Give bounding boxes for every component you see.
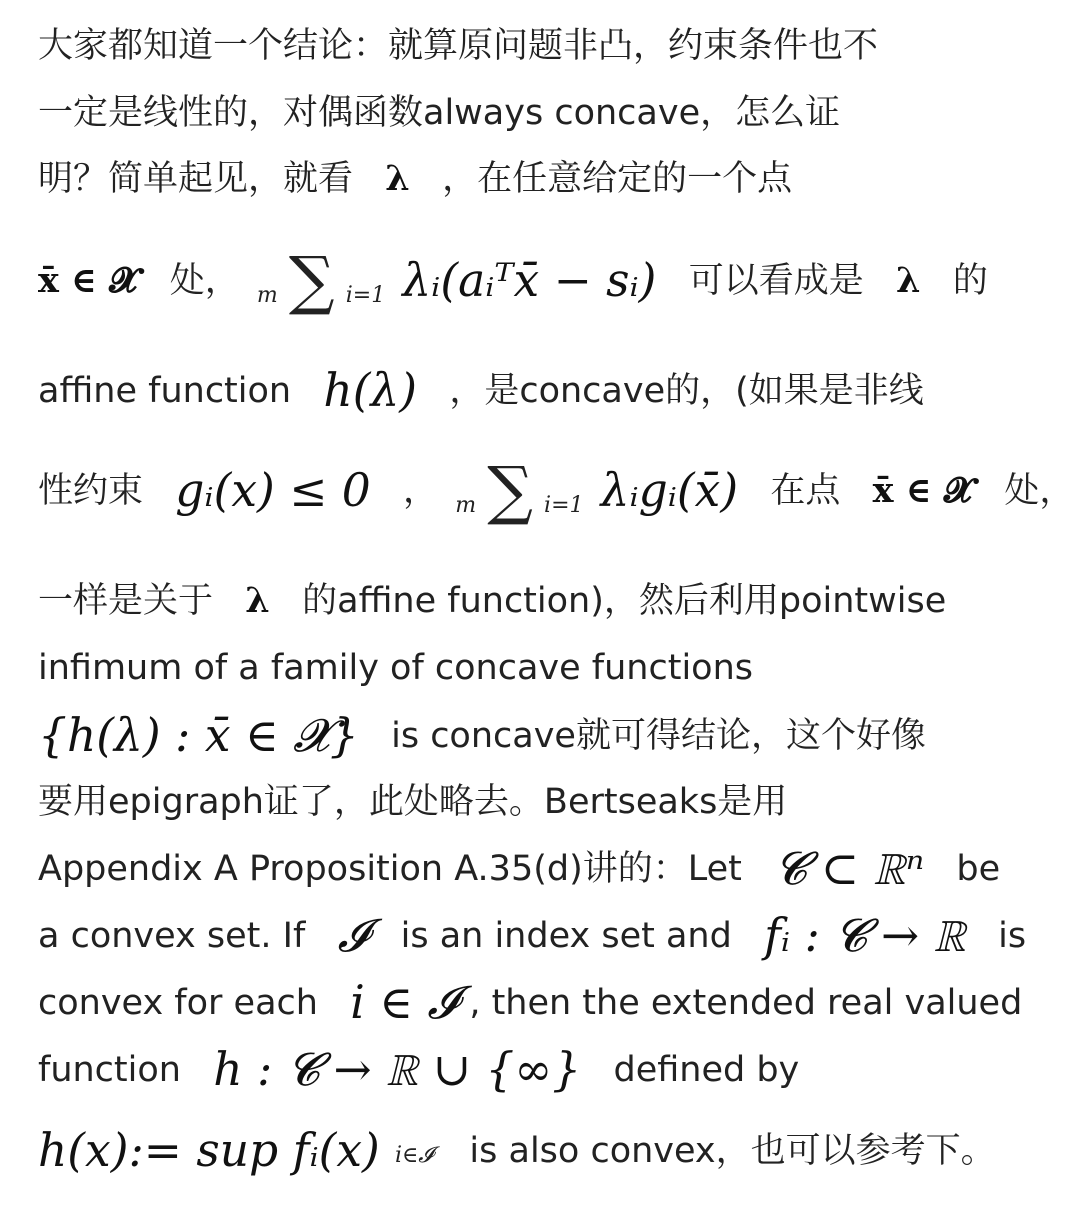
line-10-text: 要用epigraph证了，此处略去。Bertseaks是用 [38,782,788,822]
sum-lower-limit-2: i=1 [544,493,584,518]
line-9-text: is concave就可得结论，这个好像 [391,716,926,756]
line-15-text: is also convex，也可以参考下。 [469,1131,996,1171]
text-line-15 [38,1105,996,1195]
line-7-text-a: 一样是关于 [38,581,214,621]
line-1-text: 大家都知道一个结论：就算原问题非凸，约束条件也不 [38,26,879,66]
text-line-3 [38,143,792,213]
line-6-text-b: ， [403,471,439,511]
index-set-I: 𝓘 [337,909,369,962]
text-line-7 [38,565,946,635]
sigma-symbol: ∑ [288,244,335,318]
text-line-9 [38,700,926,770]
text-line-12 [38,900,1026,970]
text-line-4 [38,215,988,345]
C-subset-Rn: 𝓒 ⊂ ℝⁿ [774,842,925,895]
line-12-text-c: is [998,916,1027,956]
line-3-text-a: 明？简单起见，就看 [38,159,354,199]
text-line-13 [38,967,1022,1037]
text-line-11 [38,833,1000,903]
xbar-in-X-2: x̄ ∈ 𝓧 [872,470,973,511]
h-map: h : 𝓒 → ℝ ∪ {∞} [213,1043,582,1096]
line-6-text-d: 处， [1004,471,1075,511]
line-5-text-a: affine function [38,371,292,411]
line-7-text-b: 的affine function)，然后利用pointwise [302,581,947,621]
line-5-text-b: ，是concave的，(如果是非线 [449,371,924,411]
f-map: fᵢ : 𝓒 → ℝ [764,909,966,962]
i-in-I: i ∈ 𝓘 [350,976,459,1029]
h-xbar-lambda: h(λ) [323,364,418,417]
line-12-text-b: is an index set and [400,916,732,956]
line-14-text-a: function [38,1050,181,1090]
lambda-symbol-3: λ [245,580,270,621]
sum-upper-limit-2: m [455,493,477,518]
family-set: {h(λ) : x̄ ∈ 𝓧} [38,709,359,762]
line-4-text-a: 处， [169,261,240,301]
line-3-text-b: ，在任意给定的一个点 [442,159,793,199]
text-line-8 [38,632,753,702]
sup-lower-limit: i∈𝓘 [394,1142,434,1168]
text-line-5 [38,355,924,425]
g-constraint: gᵢ(x) ≤ 0 [175,464,371,517]
g-sum-expression: λᵢgᵢ(x̄) [600,464,739,517]
text-line-1 [38,10,878,80]
summation [256,244,386,318]
line-14-text-b: defined by [613,1050,800,1090]
line-6-text-a: 性约束 [38,471,144,511]
line-6-text-c: 在点 [770,471,841,511]
text-line-2 [38,77,840,147]
line-12-text-a: a convex set. If [38,916,306,956]
line-4-text-b: 可以看成是 [688,261,864,301]
line-13-text-a: convex for each [38,983,318,1023]
sum-lower-limit: i=1 [345,283,386,308]
text-line-14 [38,1034,799,1104]
lambda-symbol: λ [385,158,410,199]
line-8-text: infimum of a family of concave functions [38,648,754,688]
text-line-6 [38,425,1074,555]
summation-2 [455,454,584,528]
line-11-text-b: be [956,849,1001,889]
text-line-10 [38,766,787,836]
sup-operator [395,1134,433,1169]
line-11-text-a: Appendix A Proposition A.35(d)讲的：Let [38,849,742,889]
affine-expression: λᵢ(aᵢᵀx̄ − sᵢ) [402,254,657,307]
line-2-text: 一定是线性的，对偶函数always concave，怎么证 [38,93,841,133]
sigma-symbol-2: ∑ [487,454,533,528]
lambda-symbol-2: λ [896,260,921,301]
line-13-text-b: , then the extended real valued [469,983,1023,1023]
sum-upper-limit: m [256,283,278,308]
xbar-in-X: x̄ ∈ 𝓧 [38,260,138,301]
line-4-text-c: 的 [952,261,988,301]
h-definition: h(x):= sup fᵢ(x) [38,1124,380,1177]
